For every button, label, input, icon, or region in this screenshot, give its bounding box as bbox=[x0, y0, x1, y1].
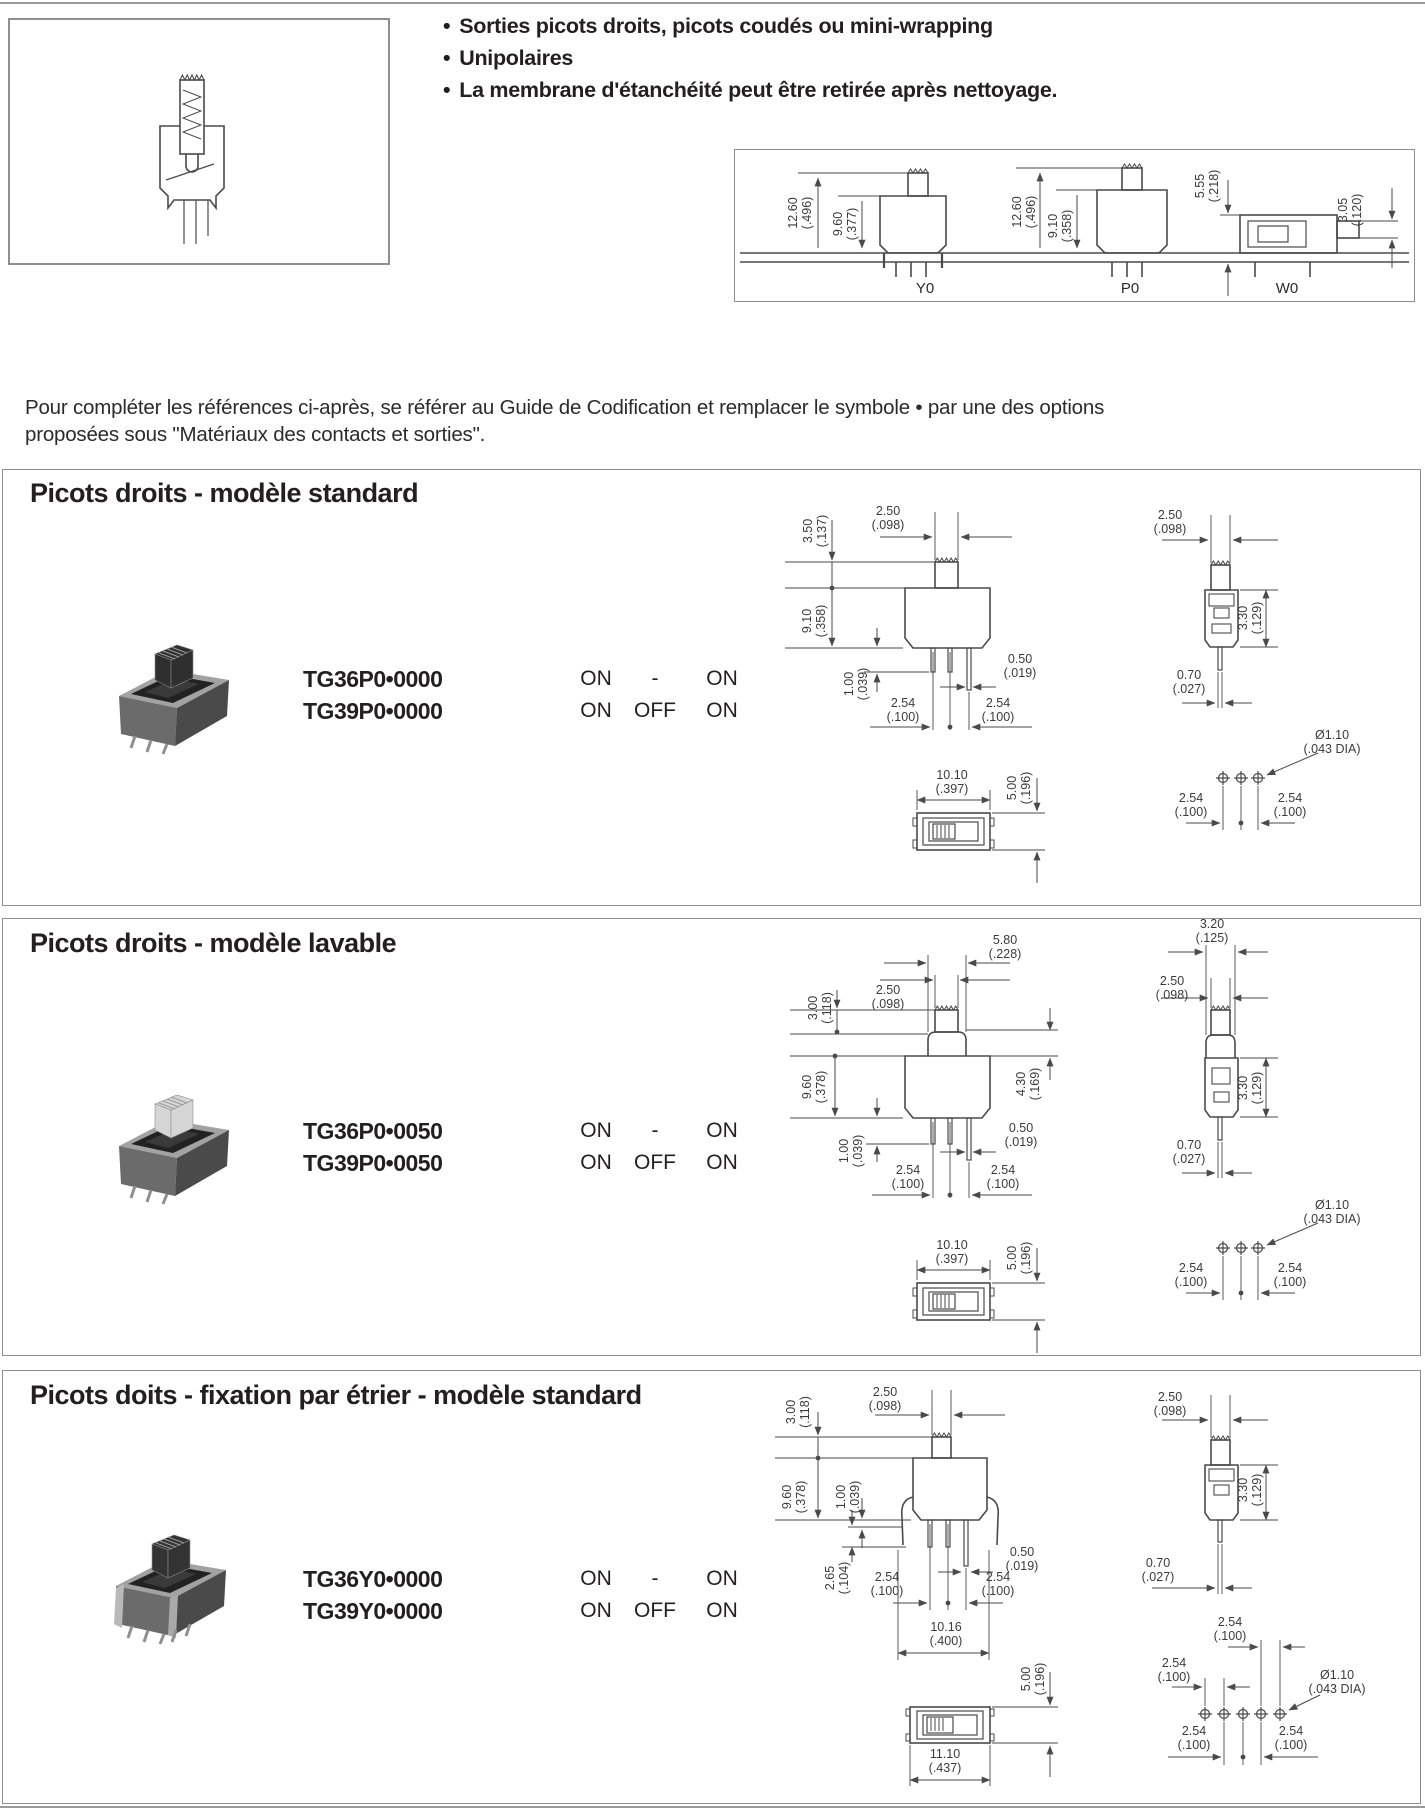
part-position: - bbox=[651, 1119, 659, 1142]
dim-label: 2.54 (.100) bbox=[870, 1570, 904, 1598]
part-position: ON bbox=[706, 1599, 738, 1622]
dim-label: 3.00 (.118) bbox=[806, 992, 834, 1024]
part-position: - bbox=[651, 667, 659, 690]
dim-label: 1.00 (.039) bbox=[842, 667, 870, 701]
section-title: Picots droits - modèle standard bbox=[30, 478, 419, 508]
section-title: Picots doits - fixation par étrier - modèle standard bbox=[30, 1380, 642, 1410]
dim-label: 5.00 (.196) bbox=[1019, 1662, 1047, 1696]
dim-label: 0.50 (.019) bbox=[1003, 652, 1037, 680]
dim-label: 9.60 (.378) bbox=[780, 1480, 808, 1514]
part-ref: TG39P0•0050 bbox=[303, 1150, 443, 1176]
dim-label: 2.54 (.100) bbox=[981, 696, 1015, 724]
part-ref: TG36P0•0000 bbox=[303, 666, 443, 692]
dim-label: 10.16 (.400) bbox=[929, 1620, 963, 1648]
dim-label: 3.30 (.129) bbox=[1236, 1071, 1264, 1105]
intro-line: Pour compléter les références ci-après, se référer au Guide de Codification et remplacer le symbole • par une des options bbox=[25, 396, 1105, 419]
dim-label: 3.05 (.120) bbox=[1336, 193, 1364, 227]
bottom-rule bbox=[0, 1806, 1425, 1808]
dim-label: 2.54 (.100) bbox=[1274, 1724, 1308, 1752]
part-position: ON bbox=[580, 1599, 612, 1622]
feature-bullets bbox=[443, 14, 1057, 110]
dim-label: 12.60 (.496) bbox=[1010, 195, 1038, 229]
part-ref: TG36P0•0050 bbox=[303, 1118, 443, 1144]
dim-label: 2.50 (.098) bbox=[1153, 1390, 1187, 1418]
dim-label: 2.50 (.098) bbox=[1155, 974, 1189, 1002]
dim-label: 3.00 (.118) bbox=[784, 1396, 812, 1428]
dim-label: 0.70 (.027) bbox=[1172, 1138, 1206, 1166]
dim-label: 9.10 (.358) bbox=[800, 604, 828, 638]
dim-label: 1.00 (.039) bbox=[837, 1134, 865, 1168]
dim-label: 2.65 (.104) bbox=[823, 1561, 851, 1595]
dim-label: 2.54 (.100) bbox=[1273, 791, 1307, 819]
part-ref: TG36Y0•0000 bbox=[303, 1566, 443, 1592]
dim-label: 12.60 (.496) bbox=[786, 196, 814, 230]
dim-label: 5.80 (.228) bbox=[988, 933, 1022, 961]
dim-label: 10.10 (.397) bbox=[935, 768, 969, 796]
part-position: ON bbox=[706, 1567, 738, 1590]
dim-label: 2.50 (.098) bbox=[871, 504, 905, 532]
part-ref: TG39P0•0000 bbox=[303, 698, 443, 724]
photo-frame-box bbox=[8, 18, 390, 265]
dim-label: 2.54 (.100) bbox=[1174, 791, 1208, 819]
dim-label: 5.00 (.196) bbox=[1005, 771, 1033, 805]
part-position: ON bbox=[580, 667, 612, 690]
dim-label: 0.70 (.027) bbox=[1141, 1556, 1175, 1584]
top-rule bbox=[0, 2, 1425, 4]
part-position: ON bbox=[580, 1567, 612, 1590]
dim-label: 2.54 (.100) bbox=[886, 696, 920, 724]
part-position: ON bbox=[706, 667, 738, 690]
dim-label: 2.54 (.100) bbox=[1174, 1261, 1208, 1289]
dim-label: 2.50 (.098) bbox=[868, 1385, 902, 1413]
dim-label: 0.70 (.027) bbox=[1172, 668, 1206, 696]
dim-label: 0.50 (.019) bbox=[1005, 1545, 1039, 1573]
dim-label: 2.54 (.100) bbox=[981, 1570, 1015, 1598]
dim-label: 5.00 (.196) bbox=[1005, 1241, 1033, 1275]
dim-label: 2.54 (.100) bbox=[891, 1163, 925, 1191]
dim-label: 2.54 (.100) bbox=[1177, 1724, 1211, 1752]
variant-label-y0: Y0 bbox=[915, 280, 935, 297]
part-position: OFF bbox=[634, 699, 676, 722]
part-position: - bbox=[651, 1567, 659, 1590]
dim-label: Ø1.10 (.043 DIA) bbox=[1303, 728, 1361, 756]
bullet-icon: • bbox=[443, 78, 451, 102]
dim-label: Ø1.10 (.043 DIA) bbox=[1308, 1668, 1366, 1696]
part-position: ON bbox=[706, 1119, 738, 1142]
part-position: ON bbox=[580, 699, 612, 722]
feature-bullet: • Unipolaires bbox=[443, 46, 574, 70]
dim-label: 2.54 (.100) bbox=[1157, 1656, 1191, 1684]
dim-label: 10.10 (.397) bbox=[935, 1238, 969, 1266]
section-title: Picots droits - modèle lavable bbox=[30, 928, 397, 958]
part-position: OFF bbox=[634, 1151, 676, 1174]
bullet-icon: • bbox=[443, 46, 451, 70]
dim-label: 2.54 (.100) bbox=[1273, 1261, 1307, 1289]
dim-label: 3.50 (.137) bbox=[801, 514, 829, 548]
dim-label: 3.20 (.125) bbox=[1195, 917, 1229, 945]
dim-label: 9.60 (.377) bbox=[831, 207, 859, 241]
dim-label: 11.10 (.437) bbox=[928, 1747, 962, 1775]
dim-label: 3.30 (.129) bbox=[1236, 601, 1264, 635]
bullet-icon: • bbox=[443, 14, 451, 38]
part-position: ON bbox=[706, 1151, 738, 1174]
variant-label-p0: P0 bbox=[1120, 280, 1140, 297]
part-ref: TG39Y0•0000 bbox=[303, 1598, 443, 1624]
intro-line: proposées sous "Matériaux des contacts et sorties". bbox=[25, 423, 486, 446]
dim-label: 2.50 (.098) bbox=[1153, 508, 1187, 536]
dim-label: 9.60 (.378) bbox=[800, 1070, 828, 1104]
dim-label: 1.00 (.039) bbox=[834, 1480, 862, 1514]
dim-label: 9.10 (.358) bbox=[1046, 209, 1074, 243]
feature-bullet: • Sorties picots droits, picots coudés ou mini-wrapping bbox=[443, 14, 993, 38]
dim-label: Ø1.10 (.043 DIA) bbox=[1303, 1198, 1361, 1226]
dim-label: 4.30 (.169) bbox=[1014, 1067, 1042, 1101]
dim-label: 0.50 (.019) bbox=[1004, 1121, 1038, 1149]
part-position: ON bbox=[580, 1119, 612, 1142]
dim-label: 3.30 (.129) bbox=[1236, 1473, 1264, 1507]
variant-label-w0: W0 bbox=[1275, 280, 1299, 297]
dim-label: 2.50 (.098) bbox=[871, 983, 905, 1011]
part-position: ON bbox=[580, 1151, 612, 1174]
dim-label: 2.54 (.100) bbox=[986, 1163, 1020, 1191]
feature-bullet: • La membrane d'étanchéité peut être retirée après nettoyage. bbox=[443, 78, 1058, 102]
dim-label: 2.54 (.100) bbox=[1213, 1615, 1247, 1643]
part-position: ON bbox=[706, 699, 738, 722]
dim-label: 5.55 (.218) bbox=[1193, 169, 1221, 203]
part-position: OFF bbox=[634, 1599, 676, 1622]
